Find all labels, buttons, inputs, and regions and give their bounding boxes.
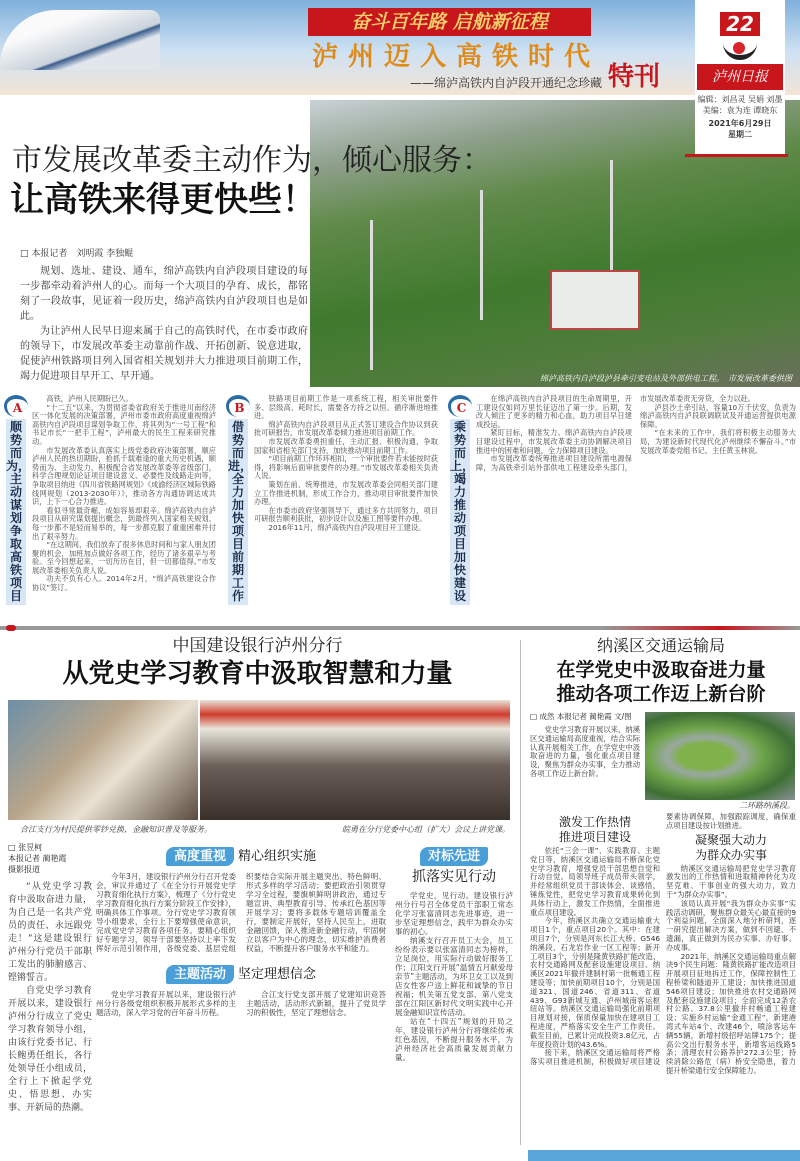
paragraph: 2021年，纳溪区交通运输局重点解决9个民生问题：隆黄铁路扩能改造项目开展项目征地拆迁工作，保障控制性工程桥梁和隧道开工建设；加快推进国道546项目建设；加快推进农村交通路网及配套设施建设项目；全面完成12条农村公路、37.8公里撤并村畅通工程建设；实施乡村运输“金通工程”，新建港湾式车站4个、改建46个，喷涂客运车辆55辆，新增村级招呼站牌175个；提高公交出行服务水平，新增客运线路5条；清理农村公路养护272.3公里；持续消除公路危（病）桥安全隐患，着力提升桥梁通行安全保障能力。	[666, 951, 796, 1075]
ccb-subhead-2	[96, 963, 386, 984]
section-paragraph: 功夫不负有心人。2014年2月，“绵泸高铁建设合作协议”签订。	[32, 574, 216, 593]
section-paragraph: 泸县沙土牵引站，容量10万千伏安，负责为绵泸高铁内自泸段联调联试及开通运营提供电源保障。	[640, 402, 796, 429]
subhead-text: 抓落实见行动	[412, 869, 496, 885]
intro-paragraph: 规划、选址、建设、通车，绵泸高铁内自泸段项目建设的每一步都牵动着泸州人的心。而每一个大项目的孕育、成长，都铭刻了一段故事，见证着一段历史，绵泸高铁内自泸段项目也是如此。	[20, 266, 308, 322]
paper-name: 泸州日报	[697, 64, 783, 90]
paragraph: 纳溪支行召开员工大会，员工纷纷表示要以张富清同志为榜样，立足岗位，用实际行动做好服务工作；江阳支行开展“温情五月献爱母亲节”主题活动，为环卫女工以及到店女性客户送上鲜花和诚挚的节日祝福；机关第五党支部、第八党支部在江阳区新时代文明实践中心开展金融知识宣传活动。	[395, 936, 513, 1017]
section-badge: C	[448, 395, 472, 417]
designers: 美编：袁为连 谭晓东	[702, 106, 778, 115]
lead-byline: □ 本报记者 刘明霞 李独鲲	[20, 249, 134, 259]
paragraph: 接下来，纳溪区交通运输局将严格落实项目推进机制，积极做好项目建设要素协调保障，加强跟踪调度，确保重点项目建设按计划推进。	[530, 812, 796, 1067]
page-number: 22	[720, 12, 760, 36]
train-image	[0, 10, 160, 70]
section-paragraph: 铁路项目前期工作是一项系统工程，相关审批要件多、层级高、耗时长，需要各方持之以恒、循序渐进地推进。	[254, 394, 438, 421]
ccb-caption-right: 皖勇在分行党委中心组（扩大）会议上讲党课。	[342, 825, 510, 834]
special-label: 特刊	[608, 62, 661, 92]
paragraph: “从党史学习教育中汲取奋进力量，为自己是一名共产党员的责任、永远跟党走！”这是建设银行泸州分行党员干部职工发出的肺腑感言、铿锵誓言。	[8, 882, 92, 983]
naxi-heading-2: 凝聚强大动力 为群众办实事	[694, 832, 767, 862]
section-paragraph: 看似寻常最奇崛，成如容易却艰辛。绵泸高铁内自泸段项目从研究谋划提出概念，到最终列入国家相关规划，每一步都不是轻而易举的，每一步都克服了重重困难并付出了艰辛努力。	[32, 505, 216, 541]
section-paragraph: 紧盯目标，精准发力。绵泸高铁内自泸段项目建设过程中，市发展改革委主动协调解决项目推进中的困难和问题，全力保障项目建设。	[476, 428, 632, 455]
paragraph: 学党史，见行动。建设银行泸州分行号召全体党员干部职工常态化学习张富清同志先进事迹，进一步坚定理想信念，践牢为群众办实事的初心。	[395, 891, 513, 936]
byline-reporter: 本报记者 蔺艳霞	[8, 854, 67, 863]
subhead-tag: 主题活动	[166, 965, 234, 984]
ccb-column-1	[96, 872, 386, 953]
naxi-heading-1: 激发工作热情 推进项目建设	[558, 815, 631, 844]
paragraph: 党史学习教育开展以来，建设银行泸州分行各级党组织积极开展形式多样的主题活动，深入学习党的百年奋斗历程。	[96, 990, 236, 1017]
ccb-photo-service	[8, 700, 198, 820]
paragraph: 站在“十四五”规划的开局之年，建设银行泸州分行将继续传承红色基因，不断提升服务水平，为泸州经济社会高质量发展贡献力量。	[395, 1017, 513, 1062]
ccb-column-2	[96, 990, 386, 1017]
ccb-caption-left: 合江支行为村民提供零钞兑换、金融知识普及等服务。	[20, 825, 212, 834]
naxi-byline: □ 成然 本报记者 蔺艳霞 文/图	[530, 712, 632, 721]
section-paragraph: 在绵泸高铁内自泸段项目的生命周期里，开工建设仅如同万里长征迈出了第一步。后期，发改人倾注了更多的精力和心血，助力项目早日建成投运。	[476, 394, 632, 429]
naxi-photo-interchange	[645, 712, 795, 800]
ccb-subhead-3	[395, 845, 513, 887]
ccb-right-area	[395, 845, 513, 1062]
section-paragraph: 在市委市政府坚强领导下，通过多方共同努力，项目可研报告顺利获批，初步设计以及施工图等要件办理。	[254, 505, 438, 524]
ccb-column-3	[395, 891, 513, 1062]
headline-line: 推动各项工作迈上新台阶	[556, 683, 766, 705]
paper-logo-icon	[723, 40, 757, 60]
section-paragraph: 绵泸高铁内自泸段项目从正式签订建设合作协议到获批可研报告，市发展改革委倾力推进项目前期工作。	[254, 419, 438, 438]
subhead-tag: 对标先进	[420, 847, 488, 866]
naxi-photo-caption: 二环路纳溪段。	[739, 801, 795, 810]
naxi-intro-area	[530, 712, 640, 779]
byline-photo: 摄影报道	[8, 865, 40, 874]
paragraph: 党史学习教育开展以来，纳溪区交通运输局高度重视，结合实际认真开展相关工作，在学党史中汲取奋进的力量，强化重点项目建设，聚焦为群众办实事，全力推动各项工作迈上新台阶。	[530, 725, 640, 778]
subhead-text: 坚定理想信念	[238, 967, 317, 982]
weekday: 星期二	[728, 130, 752, 139]
paragraph: 今年，纳溪区共确立交通运输重大项目1个，重点项目20个。其中：在建项目7个，分别是河东长江大桥、G546纳溪段、石龙岩作业一区工程等；新开工项目3个，分别是隆黄铁路扩能改造、农村交通路网及配套设施建设项目、纳溪区2021年撤并建制村第一批畅通工程建设等；加快前期项目10个，分别是国道321、国道246、省道311、省道439、G93新城互通、泸州城南客运枢纽站等。纳溪区交通运输局强化前期项目规划对接，保质保量加快在建项目工程进度，严格落实安全生产工作责任。截至目前，已累计完成投资3.8亿元，占年度投资计划的43.6%。	[530, 916, 660, 1049]
section-paragraph: 市发展改革委勇担重任，主动汇报、积极沟通，争取国家和省相关部门支持，加快推动项目前期工作。	[254, 436, 438, 455]
special-subtitle: ——绵泸高铁内自泸段开通纪念珍藏	[409, 76, 602, 90]
section-paragraph: “项目前期工作环环相扣，一个审批要件若未能按时获得，将影响后面审批要件的办理。”市发展改革委相关负责人说。	[254, 454, 438, 481]
ccb-subtitle: 中国建设银行泸州分行	[172, 636, 343, 656]
section-paragraph: 市发展改革委统筹推进项目建设所需电源保障，为高铁牵引站外部供电工程建设牵头部门，市发展改革委责无旁贷，全力以赴。	[476, 394, 756, 472]
lead-intro	[20, 264, 308, 384]
section-heading: 乘势而上，竭力推动项目加快建设	[450, 420, 475, 603]
byline-author: □ 张昱柯	[8, 843, 43, 852]
naxi-intro	[530, 726, 640, 779]
section-paragraph: “在这期间，我们放弃了很多休息时间和与家人朋友团聚的机会，加班加点做好各项工作，经历了诸多艰辛与考验。至今回想起来，一切历历在目，但一切都值得。”市发展改革委相关负责人说。	[32, 540, 216, 575]
section-paragraph: “十二五”以来，为贯彻省委省政府关于推进川南经济区一体化发展的决策部署，泸州市委市政府高度重视绵泸高铁内自泸段项目谋划争取工作，将其列为“一号工程”和书记市长“一把手工程”，泸州最大的民生工程来研究推动。	[32, 402, 216, 446]
ccb-lead-column	[8, 881, 92, 1115]
lead-photo-caption: 绵泸高铁内自泸段泸县牵引变电站及外部供电工程。 市发展改革委供图	[540, 374, 792, 383]
paragraph: 今年3月，建设银行泸州分行召开党委会，审议并通过了《在全分行开展党史学习教育细化执行方案》，梳理了《分行党史学习教育细化执行方案分阶段工作安排》，明确具体工作事项。分行党史学习教育领导小组要求，全行上下要增强使命意识，完成党史学习教育各项任务。要精心组织好专题学习，领导干部要坚持以上率下发挥好示范引领作用，各级党委、基层党组织要结合实际开展主题突出、特色鲜明、形式多样的学习活动；要把政治引领贯穿学习全过程，要旗帜鲜明讲政治，通过专题宣讲、典型教育引导、传承红色基因等开展学习；要将多载体专题培训覆盖全行，要制定开展好，坚持人民至上，进取金融回馈，深入推进新金融行动，牢固树立以客户为中心的理念，切实维护消费者权益，不断提升客户服务水平和能力。	[96, 872, 386, 953]
intro-paragraph: 为让泸州人民早日迎来属于自己的高铁时代，在市委市政府的领导下，市发展改革委主动靠前作战、开拓创新、锐意进取，促使泸州铁路项目列入国省相关规划并大力推进项目前期工作，竭力促进项目早开工、早开通。	[20, 326, 308, 382]
section-heading: 借势而进，全力加快项目前期工作	[228, 420, 253, 603]
lead-text	[20, 248, 308, 384]
section-paragraph: 高铁，泸州人民期盼已久。	[46, 394, 133, 403]
editors: 编辑：刘昌灵 吴娟 刘墨	[697, 95, 783, 104]
naxi-subtitle: 纳溪区交通运输局	[596, 636, 725, 655]
ccb-subhead-1	[96, 845, 386, 866]
ccb-lead-area	[8, 842, 92, 1115]
paragraph: 自党史学习教育开展以来，建设银行泸州分行成立了党史学习教育领导小组，由该行党委书记、行长鲍勇任组长，各行处领导任小组成员，全行上下掀起学党史、悟思想、办实事、开新局的热潮。	[8, 986, 92, 1113]
paragraph: 依托“三会一课”、实践教育、主题党日等，纳溪区交通运输局不断深化党史学习教育，增强党员干部思想自觉和行动自觉。局领导班子成员带头领学，并经常组织党员干部谈体会、谈感悟，锤炼党性，把党史学习教育成果转化到具体行动上，激发工作热情，全面推进重点项目建设。	[530, 846, 660, 917]
issue-date: 2021年6月29日	[708, 119, 772, 128]
column-rule	[520, 640, 521, 1145]
headline-line: 在学党史中汲取奋进力量	[556, 659, 766, 681]
section-paragraph: “在未来的工作中，我们将积极主动服务大局，为建设新时代现代化泸州继续不懈奋斗。”市发展改革委党组书记、主任黄玉林说。	[640, 428, 796, 455]
naxi-body	[530, 813, 796, 1076]
logo-rule	[685, 154, 788, 157]
section-heading: 顺势而为，主动谋划争取高铁项目	[6, 420, 31, 603]
slogan-box: 奋斗百年路 启航新征程	[308, 8, 591, 36]
footer-bar	[528, 1150, 800, 1161]
lead-headline-line2: 让高铁来得更快些！	[10, 180, 316, 220]
section-paragraph: 2016年11月，绵泸高铁内自泸段项目开工建设。	[268, 522, 426, 532]
section-paragraph: 策划在前、统筹推进，市发展改革委会同相关部门建立工作推进机制，形成工作合力，推动项目审批要件加快办理。	[254, 479, 438, 507]
section-badge: B	[226, 395, 250, 417]
special-title: 泸州迈入高铁时代	[312, 42, 601, 72]
ccb-headline: 从党史学习教育中汲取智慧和力量	[62, 659, 453, 689]
ccb-photo-meeting	[200, 700, 510, 820]
section-badge: A	[4, 395, 28, 417]
section-paragraph: 市发展改革委认真落实上级党委政府决策部署，顺应泸州人民的热切期盼，抢抓千载难逢的重大历史机遇，顺势而为、主动发力，积极配合省发展改革委等省级部门，科学合理规划论证项目建设意义、必要性及线路走向等，争取项目纳进《四川省铁路网规划》《成渝经济区城际铁路线网规划（2013-2030年）》，推动各方沟通协调达成共识，上下一心合力推进。	[32, 445, 216, 507]
subhead-tag: 高度重视	[166, 847, 234, 866]
ccb-middle-area	[96, 845, 386, 1017]
naxi-headline	[522, 658, 800, 706]
lead-headline-line1: 市发展改革委主动作为，倾心服务：	[12, 143, 492, 178]
paragraph: 合江支行党支部开展了党建知识竞答主题活动，活动形式新颖，提升了党员学习的积极性，坚定了理想信念。	[246, 990, 386, 1017]
subhead-text: 精心组织实施	[238, 849, 317, 864]
paper-logo-box	[695, 0, 785, 155]
paragraph: 该局认真开展“我为群众办实事”实践活动调研，聚焦群众最关心最直接的9个利益问题，全面深入地分析研判，逐一研究提出解决方案，做到不回避、不遗漏，真正做到为民办实事、办好事、办成事。	[666, 898, 796, 952]
section-divider-accent	[600, 626, 800, 630]
ccb-byline	[8, 842, 92, 875]
paragraph: 纳溪区交通运输局把党史学习教育激发出的工作热情和进取精神转化为攻坚克难、干事创业的强大动力，致力于“为群众办实事”。	[666, 863, 796, 899]
